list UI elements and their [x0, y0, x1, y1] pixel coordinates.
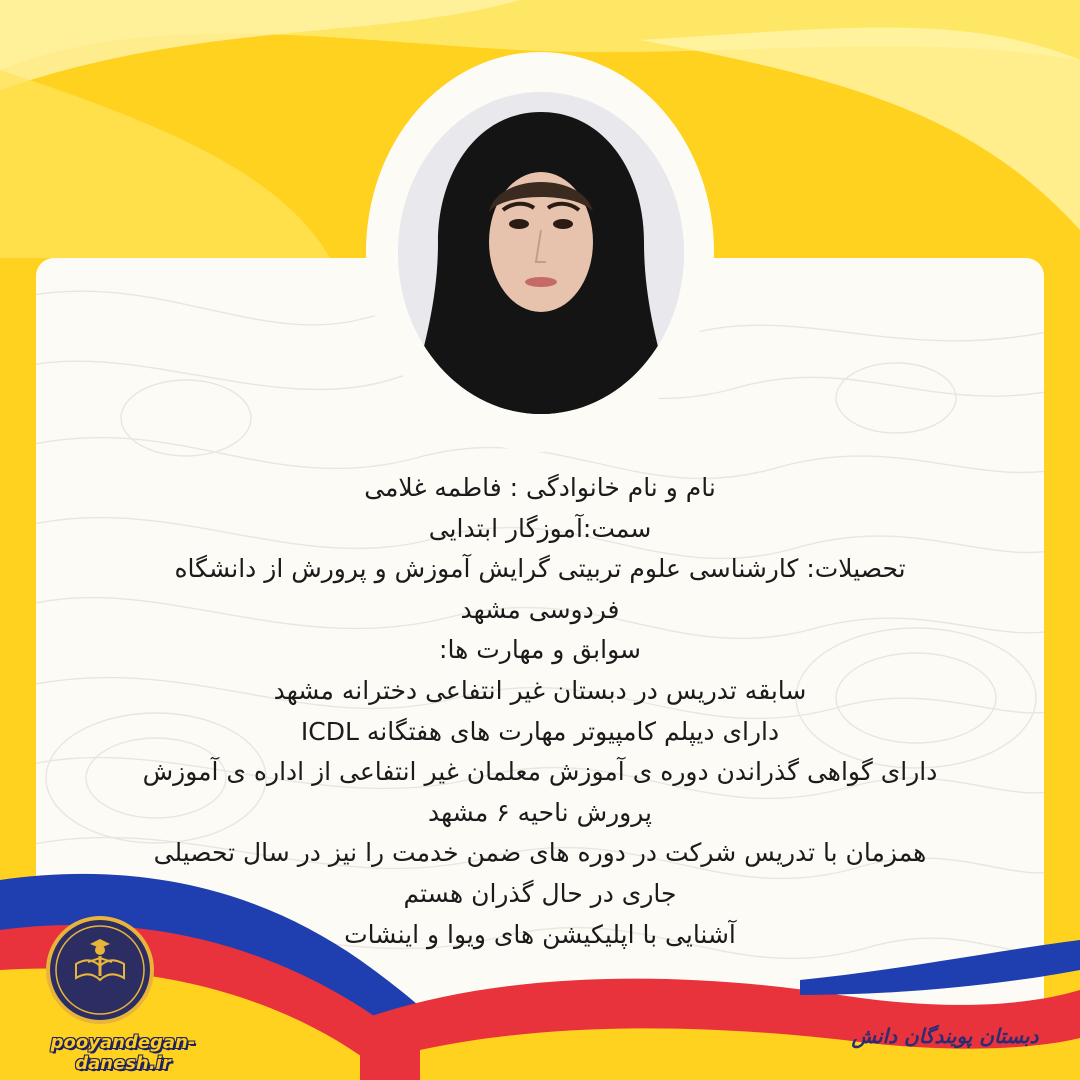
profile-line-education-cont: فردوسی مشهد: [460, 594, 620, 624]
profile-line-training-cont: جاری در حال گذران هستم: [403, 878, 677, 908]
profile-line-education: تحصیلات: کارشناسی علوم تربیتی گرایش آموزش و پرورش از دانشگاه: [174, 554, 906, 584]
school-name: دبستان پویندگان دانش: [851, 1024, 1039, 1048]
profile-line-skills-heading: سوابق و مهارت ها:: [439, 635, 641, 665]
profile-line-certificate-cont: پرورش ناحیه ۶ مشهد: [427, 797, 653, 827]
profile-line-icdl: دارای دیپلم کامپیوتر مهارت های هفتگانه ICDL: [300, 716, 780, 746]
portrait-image: [398, 92, 684, 414]
profile-line-certificate: دارای گواهی گذراندن دوره ی آموزش معلمان غیر انتفاعی از اداره ی آموزش: [142, 757, 938, 787]
profile-line-training: همزمان با تدریس شرکت در دوره های ضمن خدمت را نیز در سال تحصیلی: [153, 838, 927, 868]
website-url[interactable]: pooyandegan-danesh.ir: [50, 1032, 196, 1074]
profile-line-experience: سابقه تدریس در دبستان غیر انتفاعی دخترانه مشهد: [273, 675, 807, 705]
school-logo: [46, 916, 154, 1024]
book-graduate-emblem-icon: [50, 920, 150, 1020]
profile-line-name: نام و نام خانوادگی : فاطمه غلامی: [364, 473, 716, 502]
teacher-photo: [398, 92, 684, 414]
profile-line-position: سمت:آموزگار ابتدایی: [428, 513, 652, 543]
profile-line-apps: آشنایی با اپلیکیشن های ویوا و اینشات: [344, 919, 736, 949]
